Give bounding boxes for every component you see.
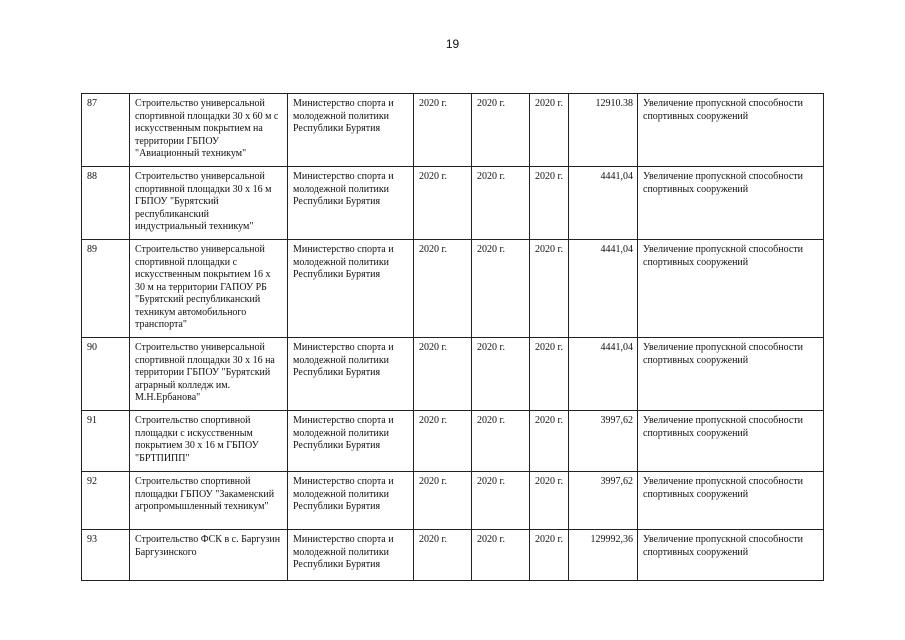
executor: Министерство спорта и молодежной политики Республики Бурятия <box>288 338 414 411</box>
start-year: 2020 г. <box>414 472 472 530</box>
executor: Министерство спорта и молодежной политики Республики Бурятия <box>288 411 414 472</box>
start-year: 2020 г. <box>414 240 472 338</box>
expected-result: Увеличение пропускной способности спортивных сооружений <box>638 530 824 581</box>
end-year: 2020 г. <box>472 411 530 472</box>
start-year: 2020 г. <box>414 338 472 411</box>
executor: Министерство спорта и молодежной политики Республики Бурятия <box>288 167 414 240</box>
amount: 4441,04 <box>569 240 638 338</box>
page-number: 19 <box>445 37 460 51</box>
projects-table <box>81 93 824 581</box>
table-row <box>82 167 824 240</box>
row-number: 91 <box>82 411 130 472</box>
finance-year: 2020 г. <box>530 240 569 338</box>
amount: 12910.38 <box>569 94 638 167</box>
row-number: 87 <box>82 94 130 167</box>
finance-year: 2020 г. <box>530 411 569 472</box>
row-number: 88 <box>82 167 130 240</box>
finance-year: 2020 г. <box>530 94 569 167</box>
table-row <box>82 530 824 581</box>
executor: Министерство спорта и молодежной политики Республики Бурятия <box>288 94 414 167</box>
project-name: Строительство универсальной спортивной площадки 30 х 16 на территории ГБПОУ "Бурятский аграрный колледж им. М.Н.Ербанова" <box>130 338 288 411</box>
end-year: 2020 г. <box>472 472 530 530</box>
project-name: Строительство универсальной спортивной площадки 30 х 60 м с искусственным покрытием на территории ГБПОУ "Авиационный техникум" <box>130 94 288 167</box>
finance-year: 2020 г. <box>530 530 569 581</box>
start-year: 2020 г. <box>414 411 472 472</box>
expected-result: Увеличение пропускной способности спортивных сооружений <box>638 472 824 530</box>
amount: 3997,62 <box>569 472 638 530</box>
amount: 4441,04 <box>569 338 638 411</box>
expected-result: Увеличение пропускной способности спортивных сооружений <box>638 240 824 338</box>
project-name: Строительство универсальной спортивной площадки с искусственным покрытием 16 х 30 м на территории ГАПОУ РБ "Бурятский республиканский техникум автомобильного транспорта" <box>130 240 288 338</box>
project-name: Строительство спортивной площадки с искусственным покрытием 30 х 16 м ГБПОУ "БРТПИПП" <box>130 411 288 472</box>
row-number: 90 <box>82 338 130 411</box>
executor: Министерство спорта и молодежной политики Республики Бурятия <box>288 472 414 530</box>
start-year: 2020 г. <box>414 167 472 240</box>
amount: 4441,04 <box>569 167 638 240</box>
finance-year: 2020 г. <box>530 167 569 240</box>
table-row <box>82 411 824 472</box>
row-number: 89 <box>82 240 130 338</box>
row-number: 92 <box>82 472 130 530</box>
table-row <box>82 240 824 338</box>
amount: 129992,36 <box>569 530 638 581</box>
expected-result: Увеличение пропускной способности спортивных сооружений <box>638 338 824 411</box>
expected-result: Увеличение пропускной способности спортивных сооружений <box>638 411 824 472</box>
end-year: 2020 г. <box>472 167 530 240</box>
expected-result: Увеличение пропускной способности спортивных сооружений <box>638 167 824 240</box>
start-year: 2020 г. <box>414 94 472 167</box>
finance-year: 2020 г. <box>530 472 569 530</box>
end-year: 2020 г. <box>472 240 530 338</box>
executor: Министерство спорта и молодежной политики Республики Бурятия <box>288 530 414 581</box>
table-row <box>82 338 824 411</box>
finance-year: 2020 г. <box>530 338 569 411</box>
start-year: 2020 г. <box>414 530 472 581</box>
expected-result: Увеличение пропускной способности спортивных сооружений <box>638 94 824 167</box>
table-row <box>82 472 824 530</box>
end-year: 2020 г. <box>472 94 530 167</box>
row-number: 93 <box>82 530 130 581</box>
amount: 3997,62 <box>569 411 638 472</box>
end-year: 2020 г. <box>472 338 530 411</box>
executor: Министерство спорта и молодежной политики Республики Бурятия <box>288 240 414 338</box>
project-name: Строительство универсальной спортивной площадки 30 х 16 м ГБПОУ "Бурятский республиканский индустриальный техникум" <box>130 167 288 240</box>
table-row <box>82 94 824 167</box>
project-name: Строительство ФСК в с. Баргузин Баргузинского <box>130 530 288 581</box>
project-name: Строительство спортивной площадки ГБПОУ "Закаменский агропромышленный техникум" <box>130 472 288 530</box>
end-year: 2020 г. <box>472 530 530 581</box>
